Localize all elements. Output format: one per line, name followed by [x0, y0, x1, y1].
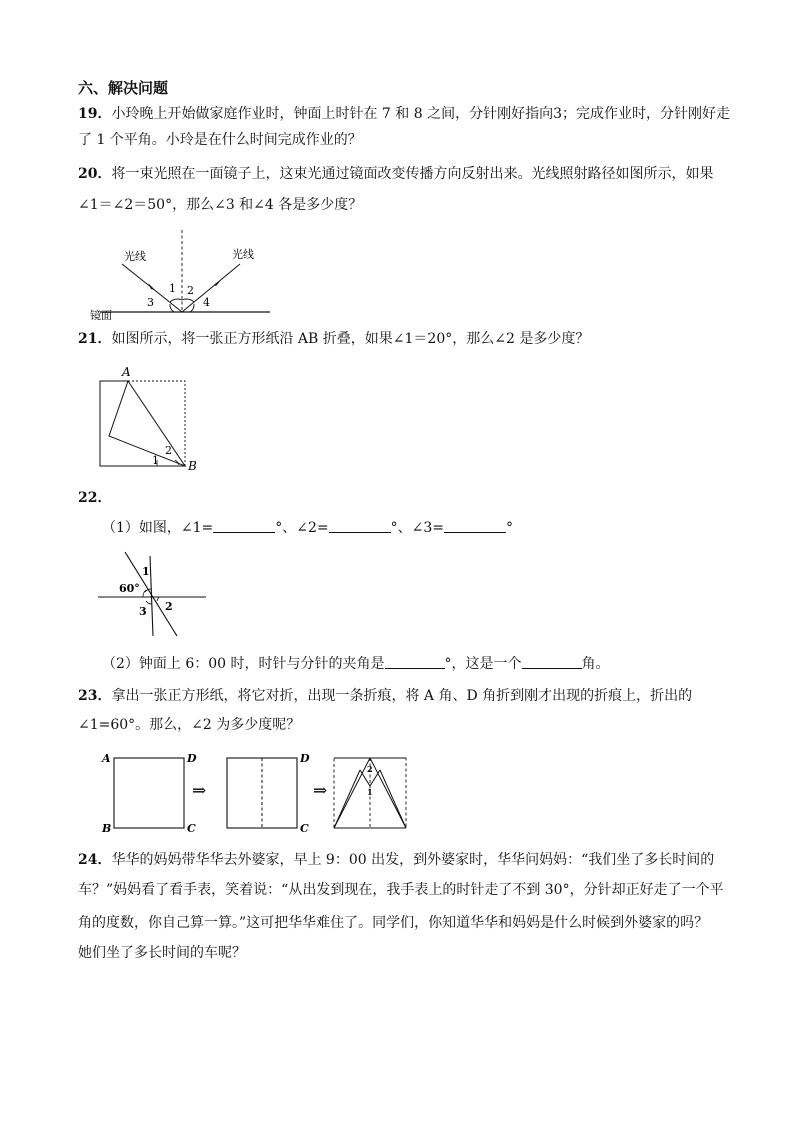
intersecting-lines-figure [95, 548, 210, 640]
blank-angle2[interactable] [329, 518, 391, 533]
q22-p1-prefix: （1）如图，∠1= [102, 520, 214, 536]
q19-line2: 了 1 个平角。小玲是在什么时间完成作业的？ [78, 132, 362, 148]
square-1 [114, 758, 184, 828]
blank-angle1[interactable] [213, 518, 275, 533]
q22-p1-sep1: °、∠2= [275, 520, 329, 536]
angle2-label: 2 [367, 764, 373, 774]
angle3-label: 3 [147, 296, 154, 309]
square1-D-label: D [187, 752, 197, 765]
light-reflection-figure [90, 228, 280, 320]
blank-clock-angle[interactable] [385, 654, 445, 669]
angle1-arc [170, 299, 182, 302]
q24-text1: 华华的妈妈带华华去外婆家，早上 9：00 出发，到外婆家时，华华问妈妈：“我们坐了多长时间的 [111, 852, 715, 868]
q20-text1: 将一束光照在一面镜子上，这束光通过镜面改变传播方向反射出来。光线照射路径如图所示，如果 [111, 166, 714, 182]
q19-line1 [78, 103, 730, 125]
q22-number: 22． [78, 490, 112, 506]
q22-part1 [102, 517, 513, 539]
q24-line3: 角的度数，你自己算一算。”这可把华华难住了。同学们，你知道华华和妈妈是什么时候到外婆家的吗？ [78, 915, 709, 931]
q20-line2: ∠1＝∠2＝50°，那么∠3 和∠4 各是多少度？ [78, 197, 363, 213]
q24-line4: 她们坐了多长时间的车呢？ [78, 945, 246, 961]
angle2-arc [182, 299, 194, 302]
ray-left-label: 光线 [124, 250, 146, 263]
square1-B-label: B [102, 822, 112, 835]
q24-line2: 车？”妈妈看了看手表，笑着说：“从出发到现在，我手表上的时针走了不到 30°，分针却正好走了一个平 [78, 882, 724, 898]
q24-line1 [78, 849, 714, 871]
q22-p2-mid: °，这是一个 [444, 656, 522, 672]
angle2-label: 2 [165, 444, 172, 457]
angle2-arc [157, 597, 159, 601]
arrow-1-icon: ⇒ [192, 781, 207, 801]
q24-number: 24． [78, 852, 112, 868]
folded-triangle [109, 381, 185, 466]
blank-angle-type[interactable] [522, 654, 582, 669]
arrow-2-icon: ⇒ [313, 781, 328, 801]
square2-C-label: C [300, 822, 309, 835]
q21-number: 21． [78, 331, 112, 347]
square1-C-label: C [187, 822, 196, 835]
q21-text: 如图所示，将一张正方形纸沿 AB 折叠，如果∠1＝20°，那么∠2 是多少度？ [111, 331, 590, 347]
q19-text1: 小玲晚上开始做家庭作业时，钟面上时针在 7 和 8 之间，分针刚好指向3；完成作业时，分针刚好走 [111, 106, 731, 122]
q23-text1: 拿出一张正方形纸，将它对折，出现一条折痕，将 A 角、D 角折到刚才出现的折痕上，折出的 [111, 688, 693, 704]
angle60-label: 60° [119, 582, 140, 595]
q23-line2: ∠1=60°。那么，∠2 为多少度呢？ [78, 717, 301, 733]
ray-right-label: 光线 [232, 248, 254, 261]
mirror-label: 镜面 [90, 309, 112, 320]
angle1-label: 1 [152, 454, 159, 467]
q23-number: 23． [78, 688, 112, 704]
fold-right-inner [380, 770, 406, 828]
q22-p1-end: ° [506, 520, 514, 536]
q20-line1 [78, 163, 713, 185]
square-solid-edges [100, 381, 185, 466]
fold-left-inner [334, 770, 360, 828]
section-title: 六、解决问题 [78, 79, 169, 97]
folded-square-figure [95, 366, 205, 474]
angle1-label: 1 [142, 565, 150, 578]
angle2-label: 2 [187, 284, 194, 297]
q22-p1-sep2: °、∠3= [390, 520, 445, 536]
angle1-label: 1 [367, 787, 373, 797]
square1-A-label: A [102, 752, 111, 765]
q22-p2-end: 角。 [581, 656, 610, 672]
incident-arrow-icon [148, 283, 155, 290]
angle3-label: 3 [139, 605, 147, 618]
angle4-label: 4 [203, 296, 210, 309]
paper-folding-figure [98, 748, 418, 838]
point-A-label: A [122, 366, 131, 379]
q20-number: 20． [78, 166, 112, 182]
q23-line1 [78, 685, 692, 707]
angle1-label: 1 [169, 282, 176, 295]
angle3-arc [146, 601, 152, 604]
q21-line [78, 328, 589, 350]
point-B-label: B [188, 459, 197, 473]
reflected-arrow-icon [214, 280, 221, 286]
fold-right-outer [370, 758, 406, 828]
q19-number: 19． [78, 106, 112, 122]
fold-left-outer [334, 758, 370, 828]
angle2-label: 2 [165, 600, 173, 613]
q22-p2-prefix: （2）钟面上 6：00 时，时针与分针的夹角是 [102, 656, 385, 672]
blank-angle3[interactable] [444, 518, 506, 533]
q22-part2 [102, 653, 610, 675]
square2-D-label: D [300, 752, 310, 765]
